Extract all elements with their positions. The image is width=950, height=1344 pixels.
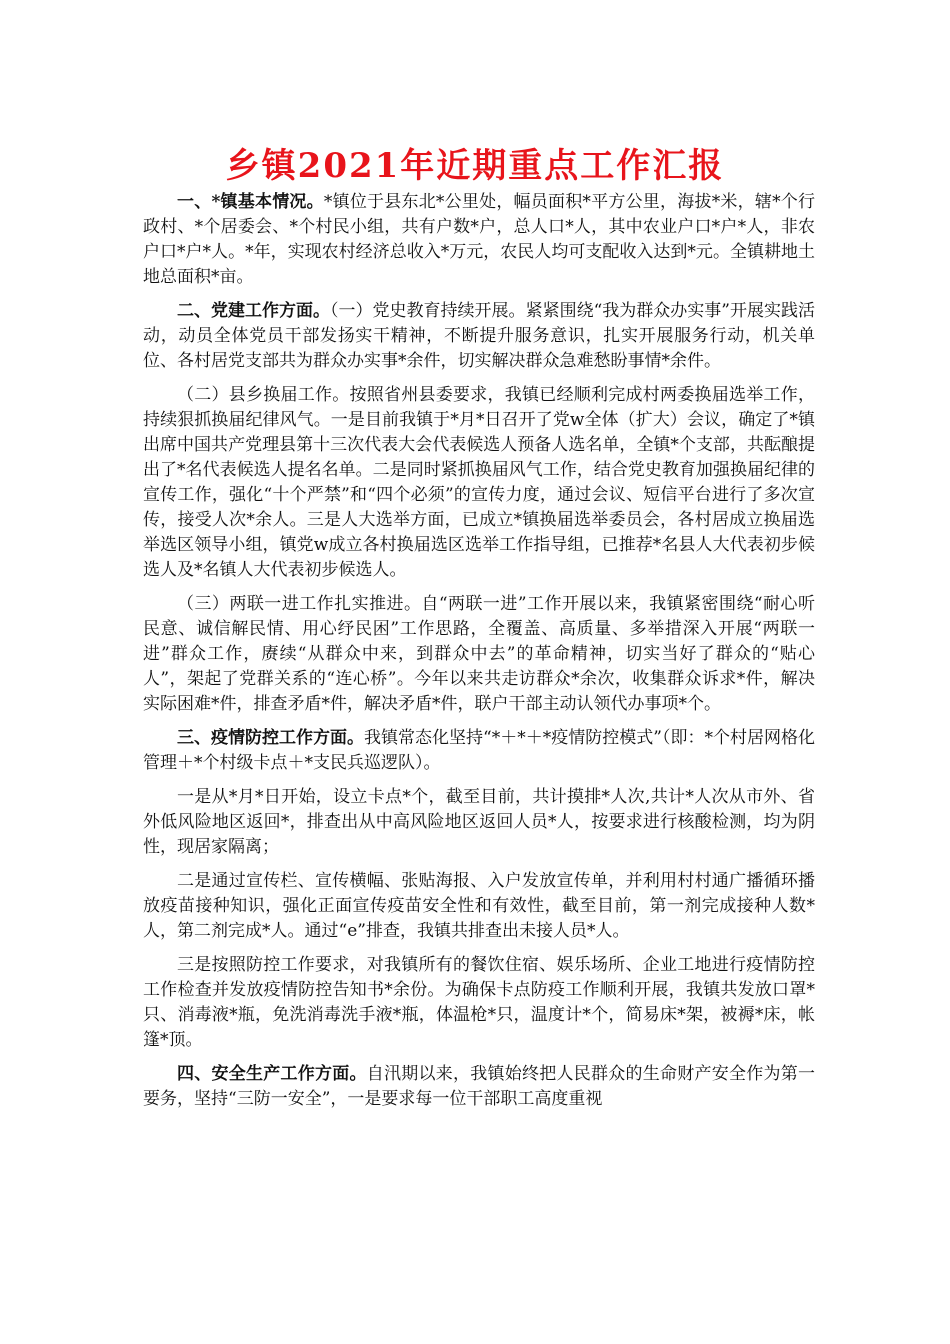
body-paragraph [143,785,815,860]
document-body [143,190,815,1121]
body-paragraph [143,190,815,290]
section-heading: 四、安全生产工作方面。 [177,1064,367,1084]
section-heading: 二、党建工作方面。 [177,301,331,321]
paragraph-text: 二是通过宣传栏、宣传横幅、张贴海报、入户发放宣传单，并利用村村通广播循环播放疫苗接种知识，强化正面宣传疫苗安全性和有效性，截至目前，第一剂完成接种人数*人，第二剂完成*人。通过“e”排查，我镇共排查出未接人员*人。 [143,871,815,941]
paragraph-text: （三）两联一进工作扎实推进。自“两联一进”工作开展以来，我镇紧密围绕“耐心听民意、诚信解民情、用心纾民困”工作思路，全覆盖、高质量、多举措深入开展“两联一进”群众工作，赓续“从群众中来，到群众中去”的革命精神，切实当好了群众的“贴心人”，架起了党群关系的“连心桥”。今年以来共走访群众*余次，收集群众诉求*件，解决实际困难*件，排查矛盾*件，解决矛盾*件，联户干部主动认领代办事项*个。 [143,594,815,714]
body-paragraph [143,726,815,776]
body-paragraph [143,592,815,717]
section-heading: 三、疫情防控工作方面。 [177,728,365,748]
body-paragraph [143,953,815,1053]
body-paragraph [143,1062,815,1112]
section-heading: 一、*镇基本情况。 [177,192,324,212]
body-paragraph [143,869,815,944]
paragraph-text: （二）县乡换届工作。按照省州县委要求，我镇已经顺利完成村两委换届选举工作，持续狠抓换届纪律风气。一是目前我镇于*月*日召开了党w全体（扩大）会议，确定了*镇出席中国共产党理县第十三次代表大会代表候选人预备人选名单，全镇*个支部，共酝酿提出了*名代表候选人提名名单。二是同时紧抓换届风气工作，结合党史教育加强换届纪律的宣传工作，强化“十个严禁”和“四个必须”的宣传力度，通过会议、短信平台进行了多次宣传，接受人次*余人。三是人大选举方面，已成立*镇换届选举委员会，各村居成立换届选举选区领导小组，镇党w成立各村换届选区选举工作指导组，已推荐*名县人大代表初步候选人及*名镇人大代表初步候选人。 [143,385,815,580]
paragraph-text: 自汛期以来，我镇始终把人民群众的生命财产安全作为第一要务，坚持“三防一安全”，一是要求每一位干部职工高度重视 [143,1064,815,1109]
paragraph-text: 一是从*月*日开始，设立卡点*个，截至目前，共计摸排*人次,共计*人次从市外、省外低风险地区返回*，排查出从中高风险地区返回人员*人，按要求进行核酸检测，均为阴性，现居家隔离； [143,787,815,857]
paragraph-text: 我镇常态化坚持“*＋*＋*疫情防控模式”（即：*个村居网格化管理＋*个村级卡点＋*支民兵巡逻队）。 [143,728,815,773]
document-title: 乡镇2021年近期重点工作汇报 [225,146,725,186]
body-paragraph [143,383,815,583]
paragraph-text: （一）党史教育持续开展。紧紧围绕“我为群众办实事”开展实践活动，动员全体党员干部发扬实干精神，不断提升服务意识，扎实开展服务行动，机关单位、各村居党支部共为群众办实事*余件，切实解决群众急难愁盼事情*余件。 [143,301,815,371]
paragraph-text: 三是按照防控工作要求，对我镇所有的餐饮住宿、娱乐场所、企业工地进行疫情防控工作检查并发放疫情防控告知书*余份。为确保卡点防疫工作顺利开展，我镇共发放口罩*只、消毒液*瓶，免洗消毒洗手液*瓶，体温枪*只，温度计*个，简易床*架，被褥*床，帐篷*顶。 [143,955,815,1050]
body-paragraph [143,299,815,374]
paragraph-text: *镇位于县东北*公里处，幅员面积*平方公里，海拔*米，辖*个行政村、*个居委会、*个村民小组，共有户数*户，总人口*人，其中农业户口*户*人，非农户口*户*人。*年，实现农村经济总收入*万元，农民人均可支配收入达到*元。全镇耕地土地总面积*亩。 [143,192,816,287]
